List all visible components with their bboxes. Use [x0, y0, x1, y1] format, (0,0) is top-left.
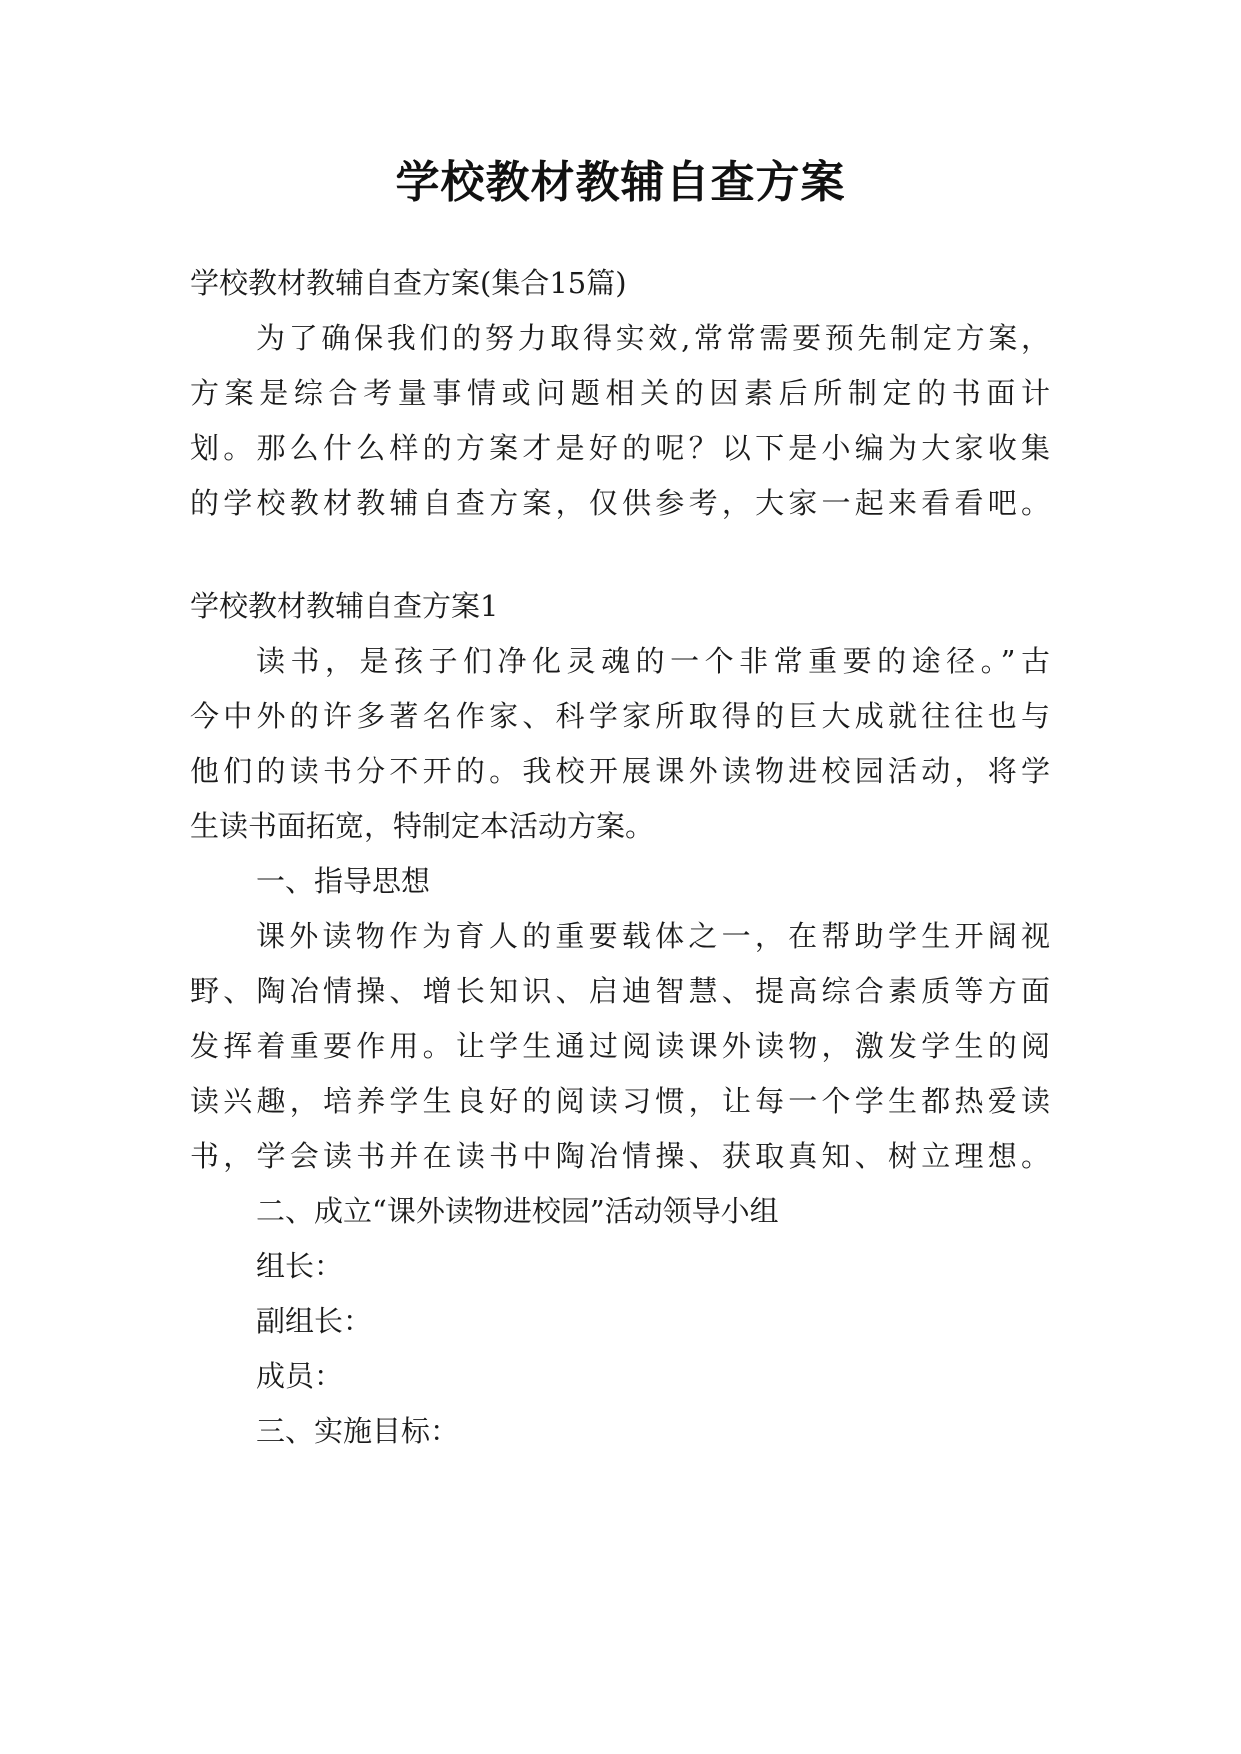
intro-line-1: 为了确保我们的努力取得实效,常常需要预先制定方案，: [256, 321, 1050, 355]
para2-line-5: 书，学会读书并在读书中陶冶情操、获取真知、树立理想。: [190, 1139, 1050, 1173]
para2-line-2: 野、陶冶情操、增长知识、启迪智慧、提高综合素质等方面: [190, 974, 1050, 1008]
para1-line-3: 他们的读书分不开的。我校开展课外读物进校园活动，将学: [190, 754, 1050, 788]
para1-line-1: 读书，是孩子们净化灵魂的一个非常重要的途径。”古: [256, 644, 1050, 678]
heading-leadership-group: 二、成立“课外读物进校园”活动领导小组: [256, 1194, 779, 1228]
group-deputy-label: 副组长：: [256, 1304, 373, 1338]
group-leader-label: 组长：: [256, 1249, 344, 1283]
group-members-label: 成员：: [256, 1359, 344, 1393]
para1-line-4: 生读书面拓宽，特制定本活动方案。: [190, 809, 655, 843]
section-heading-1: 学校教材教辅自查方案1: [190, 589, 499, 623]
para2-line-4: 读兴趣，培养学生良好的阅读习惯，让每一个学生都热爱读: [190, 1084, 1050, 1118]
document-title: 学校教材教辅自查方案: [395, 157, 846, 208]
para2-line-3: 发挥着重要作用。让学生通过阅读课外读物，激发学生的阅: [190, 1029, 1050, 1063]
para2-line-1: 课外读物作为育人的重要载体之一，在帮助学生开阔视: [256, 919, 1050, 953]
intro-line-2: 方案是综合考量事情或问题相关的因素后所制定的书面计: [190, 376, 1050, 410]
heading-guiding-thought: 一、指导思想: [256, 864, 431, 898]
intro-line-4: 的学校教材教辅自查方案，仅供参考，大家一起来看看吧。: [190, 486, 1050, 520]
document-subtitle: 学校教材教辅自查方案(集合15篇): [190, 266, 627, 300]
intro-line-3: 划。那么什么样的方案才是好的呢？以下是小编为大家收集: [190, 431, 1050, 465]
para1-line-2: 今中外的许多著名作家、科学家所取得的巨大成就往往也与: [190, 699, 1050, 733]
heading-implementation-goal: 三、实施目标：: [256, 1414, 460, 1448]
